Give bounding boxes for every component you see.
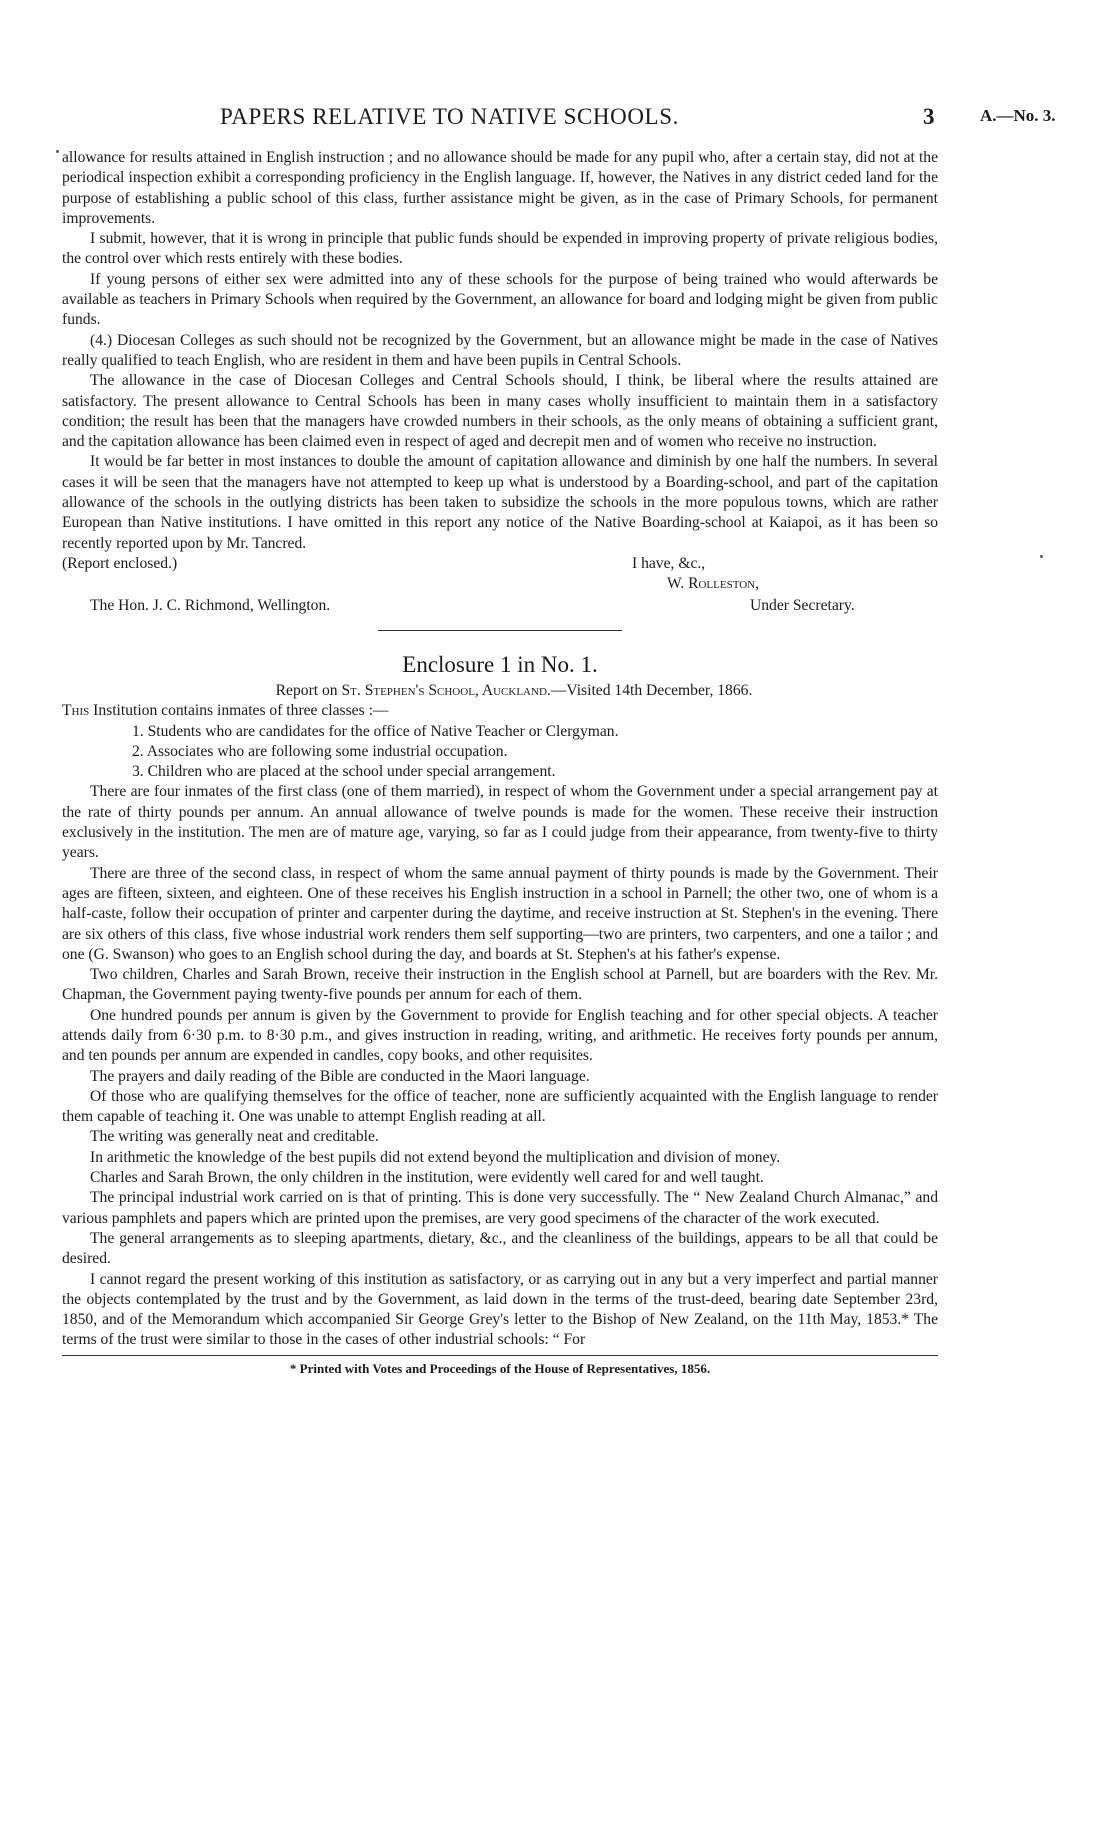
paragraph: Two children, Charles and Sarah Brown, receive their instruction in the English school at Parnell, but are boarders with the Rev. Mr. Chapman, the Government paying twenty-five pounds per annum for each of them. bbox=[62, 966, 938, 1004]
list-item: 3. Children who are placed at the school under special arrangement. bbox=[132, 763, 556, 781]
footnote-rule bbox=[62, 1355, 938, 1356]
paragraph: The prayers and daily reading of the Bible are conducted in the Maori language. bbox=[90, 1067, 590, 1085]
addressee: The Hon. J. C. Richmond, Wellington. bbox=[90, 596, 331, 614]
class-list bbox=[62, 722, 938, 783]
intro-rest: Institution contains inmates of three classes :— bbox=[89, 702, 389, 720]
footnote: * Printed with Votes and Proceedings of the House of Representatives, 1856. bbox=[289, 1360, 711, 1376]
paragraph: I submit, however, that it is wrong in principle that public funds should be expended in improving property of private religious bodies, the control over which rests entirely with these bodies. bbox=[62, 230, 938, 268]
paragraph: The general arrangements as to sleeping apartments, dietary, &c., and the cleanliness of the buildings, appears to be all that could be desired. bbox=[62, 1229, 938, 1268]
intro-line bbox=[62, 701, 938, 721]
page-header bbox=[0, 104, 1114, 134]
paragraph: One hundred pounds per annum is given by the Government to provide for English teaching and for other special objects. A teacher attends daily from 6·30 p.m. to 8·30 p.m., and gives instruction in reading, writing, and arithmetic. He receives forty pounds per annum, and ten pounds per annum are expended in candles, copy books, and other requisites. bbox=[62, 1006, 938, 1065]
document-reference: A.—No. 3. bbox=[980, 106, 1056, 125]
signer-name: W. Rolleston, bbox=[667, 574, 760, 592]
paragraph: Charles and Sarah Brown, the only children in the institution, were evidently well cared for and well taught. bbox=[90, 1169, 764, 1187]
closing-formula: I have, &c., bbox=[632, 554, 706, 572]
list-item: 1. Students who are candidates for the office of Native Teacher or Clergyman. bbox=[132, 722, 619, 740]
page-number: 3 bbox=[923, 104, 935, 129]
signoff-line bbox=[62, 596, 938, 618]
report-school: St. Stephen's School, Auckland. bbox=[341, 681, 551, 699]
intro-lead: This bbox=[62, 702, 90, 720]
running-title: PAPERS RELATIVE TO NATIVE SCHOOLS. bbox=[220, 104, 679, 129]
paragraph: The allowance in the case of Diocesan Colleges and Central Schools should, I think, be liberal where the results attained are satisfactory. The present allowance to Central Schools has been in many cases wholly insufficient to maintain them in a satisfactory condition; the result has been that the managers have crowded numbers in their schools, as the only means of obtaining a sufficient grant, and the capitation allowance has been claimed even in respect of aged and decrepit men and of women who receive no instruction. bbox=[62, 372, 938, 451]
margin-mark bbox=[1040, 555, 1043, 558]
signer-position: Under Secretary. bbox=[750, 596, 855, 614]
enclosure-title: Enclosure 1 in No. 1. bbox=[402, 651, 598, 677]
section-divider bbox=[378, 630, 622, 631]
paragraph: It would be far better in most instances to double the amount of capitation allowance and diminish by one half the numbers. In several cases it will be seen that the managers have not attempted to keep up what is understood by a Boarding-school, and part of the capitation allowance of the schools in the outlying districts has been taken to subsidize the schools in the more populous towns, which are rather European than Native institutions. I have omitted in this report any notice of the Native Boarding-school at Kaiapoi, as it has been so recently reported upon by Mr. Tancred. bbox=[62, 453, 938, 552]
report-prefix: Report on bbox=[275, 681, 338, 699]
document-body bbox=[62, 148, 938, 1379]
list-item: 2. Associates who are following some industrial occupation. bbox=[132, 742, 508, 760]
paragraph: Of those who are qualifying themselves for the office of teacher, none are sufficiently acquainted with the English language to render them capable of teaching it. One was unable to attempt English reading at all. bbox=[62, 1087, 938, 1126]
paragraph: The principal industrial work carried on is that of printing. This is done very successfully. The “ New Zealand Church Almanac,” and various pamphlets and papers which are printed upon the premises, are very good specimens of the character of the work executed. bbox=[62, 1189, 938, 1227]
paragraph: In arithmetic the knowledge of the best pupils did not extend beyond the multiplication and division of money. bbox=[90, 1148, 781, 1166]
paragraph: (4.) Diocesan Colleges as such should not be recognized by the Government, but an allowance might be made in the case of Natives really qualified to teach English, who are resident in them and have been pupils in Central Schools. bbox=[62, 331, 938, 369]
paragraph: If young persons of either sex were admitted into any of these schools for the purpose of being trained who would afterwards be available as teachers in Primary Schools when required by the Government, an allowance for board and lodging might be given from public funds. bbox=[62, 270, 938, 329]
paragraph: There are four inmates of the first class (one of them married), in respect of whom the Government under a special arrangement pay at the rate of thirty pounds per annum. An annual allowance of twelve pounds is made for the women. These receive their instruction exclusively in the institution. The men are of mature age, varying, so far as I could judge from their appearance, from twenty-five to thirty years. bbox=[62, 783, 938, 862]
margin-mark bbox=[56, 150, 59, 153]
report-enclosed: (Report enclosed.) bbox=[62, 554, 178, 572]
paragraph: There are three of the second class, in respect of whom the same annual payment of thirty pounds is made by the Government. Their ages are fifteen, sixteen, and eighteen. One of these receives his English instruction in a school in Parnell; the other two, one of whom is a half-caste, follow their occupation of printer and carpenter during the daytime, and receive instruction at St. Stephen's in the evening. There are six others of this class, five whose industrial work renders them self supporting—two are printers, two carpenters, and one a tailor ; and one (G. Swanson) who goes to an English school during the day, and boards at St. Stephen's at his father's expense. bbox=[62, 864, 938, 963]
report-visit-date: —Visited 14th December, 1866. bbox=[550, 681, 753, 699]
paragraph: The writing was generally neat and creditable. bbox=[90, 1128, 379, 1146]
paragraph: I cannot regard the present working of this institution as satisfactory, or as carrying out in any but a very imperfect and partial manner the objects contemplated by the trust and by the Government, as laid down in the terms of the trust-deed, bearing date September 23rd, 1850, and of the Memorandum which accompanied Sir George Grey's letter to the Bishop of New Zealand, on the 11th May, 1853.* The terms of the trust were similar to those in the cases of other industrial schools: “ For bbox=[62, 1270, 938, 1349]
paragraph: allowance for results attained in English instruction ; and no allowance should be made for any pupil who, after a certain stay, did not at the periodical inspection exhibit a corresponding proficiency in the English language. If, however, the Natives in any district ceded land for the purpose of establishing a public school of this class, further assistance might be given, as in the case of Primary Schools, for permanent improvements. bbox=[62, 149, 938, 227]
signoff-line bbox=[62, 574, 938, 594]
report-heading bbox=[62, 681, 938, 701]
signoff-line bbox=[62, 554, 938, 574]
